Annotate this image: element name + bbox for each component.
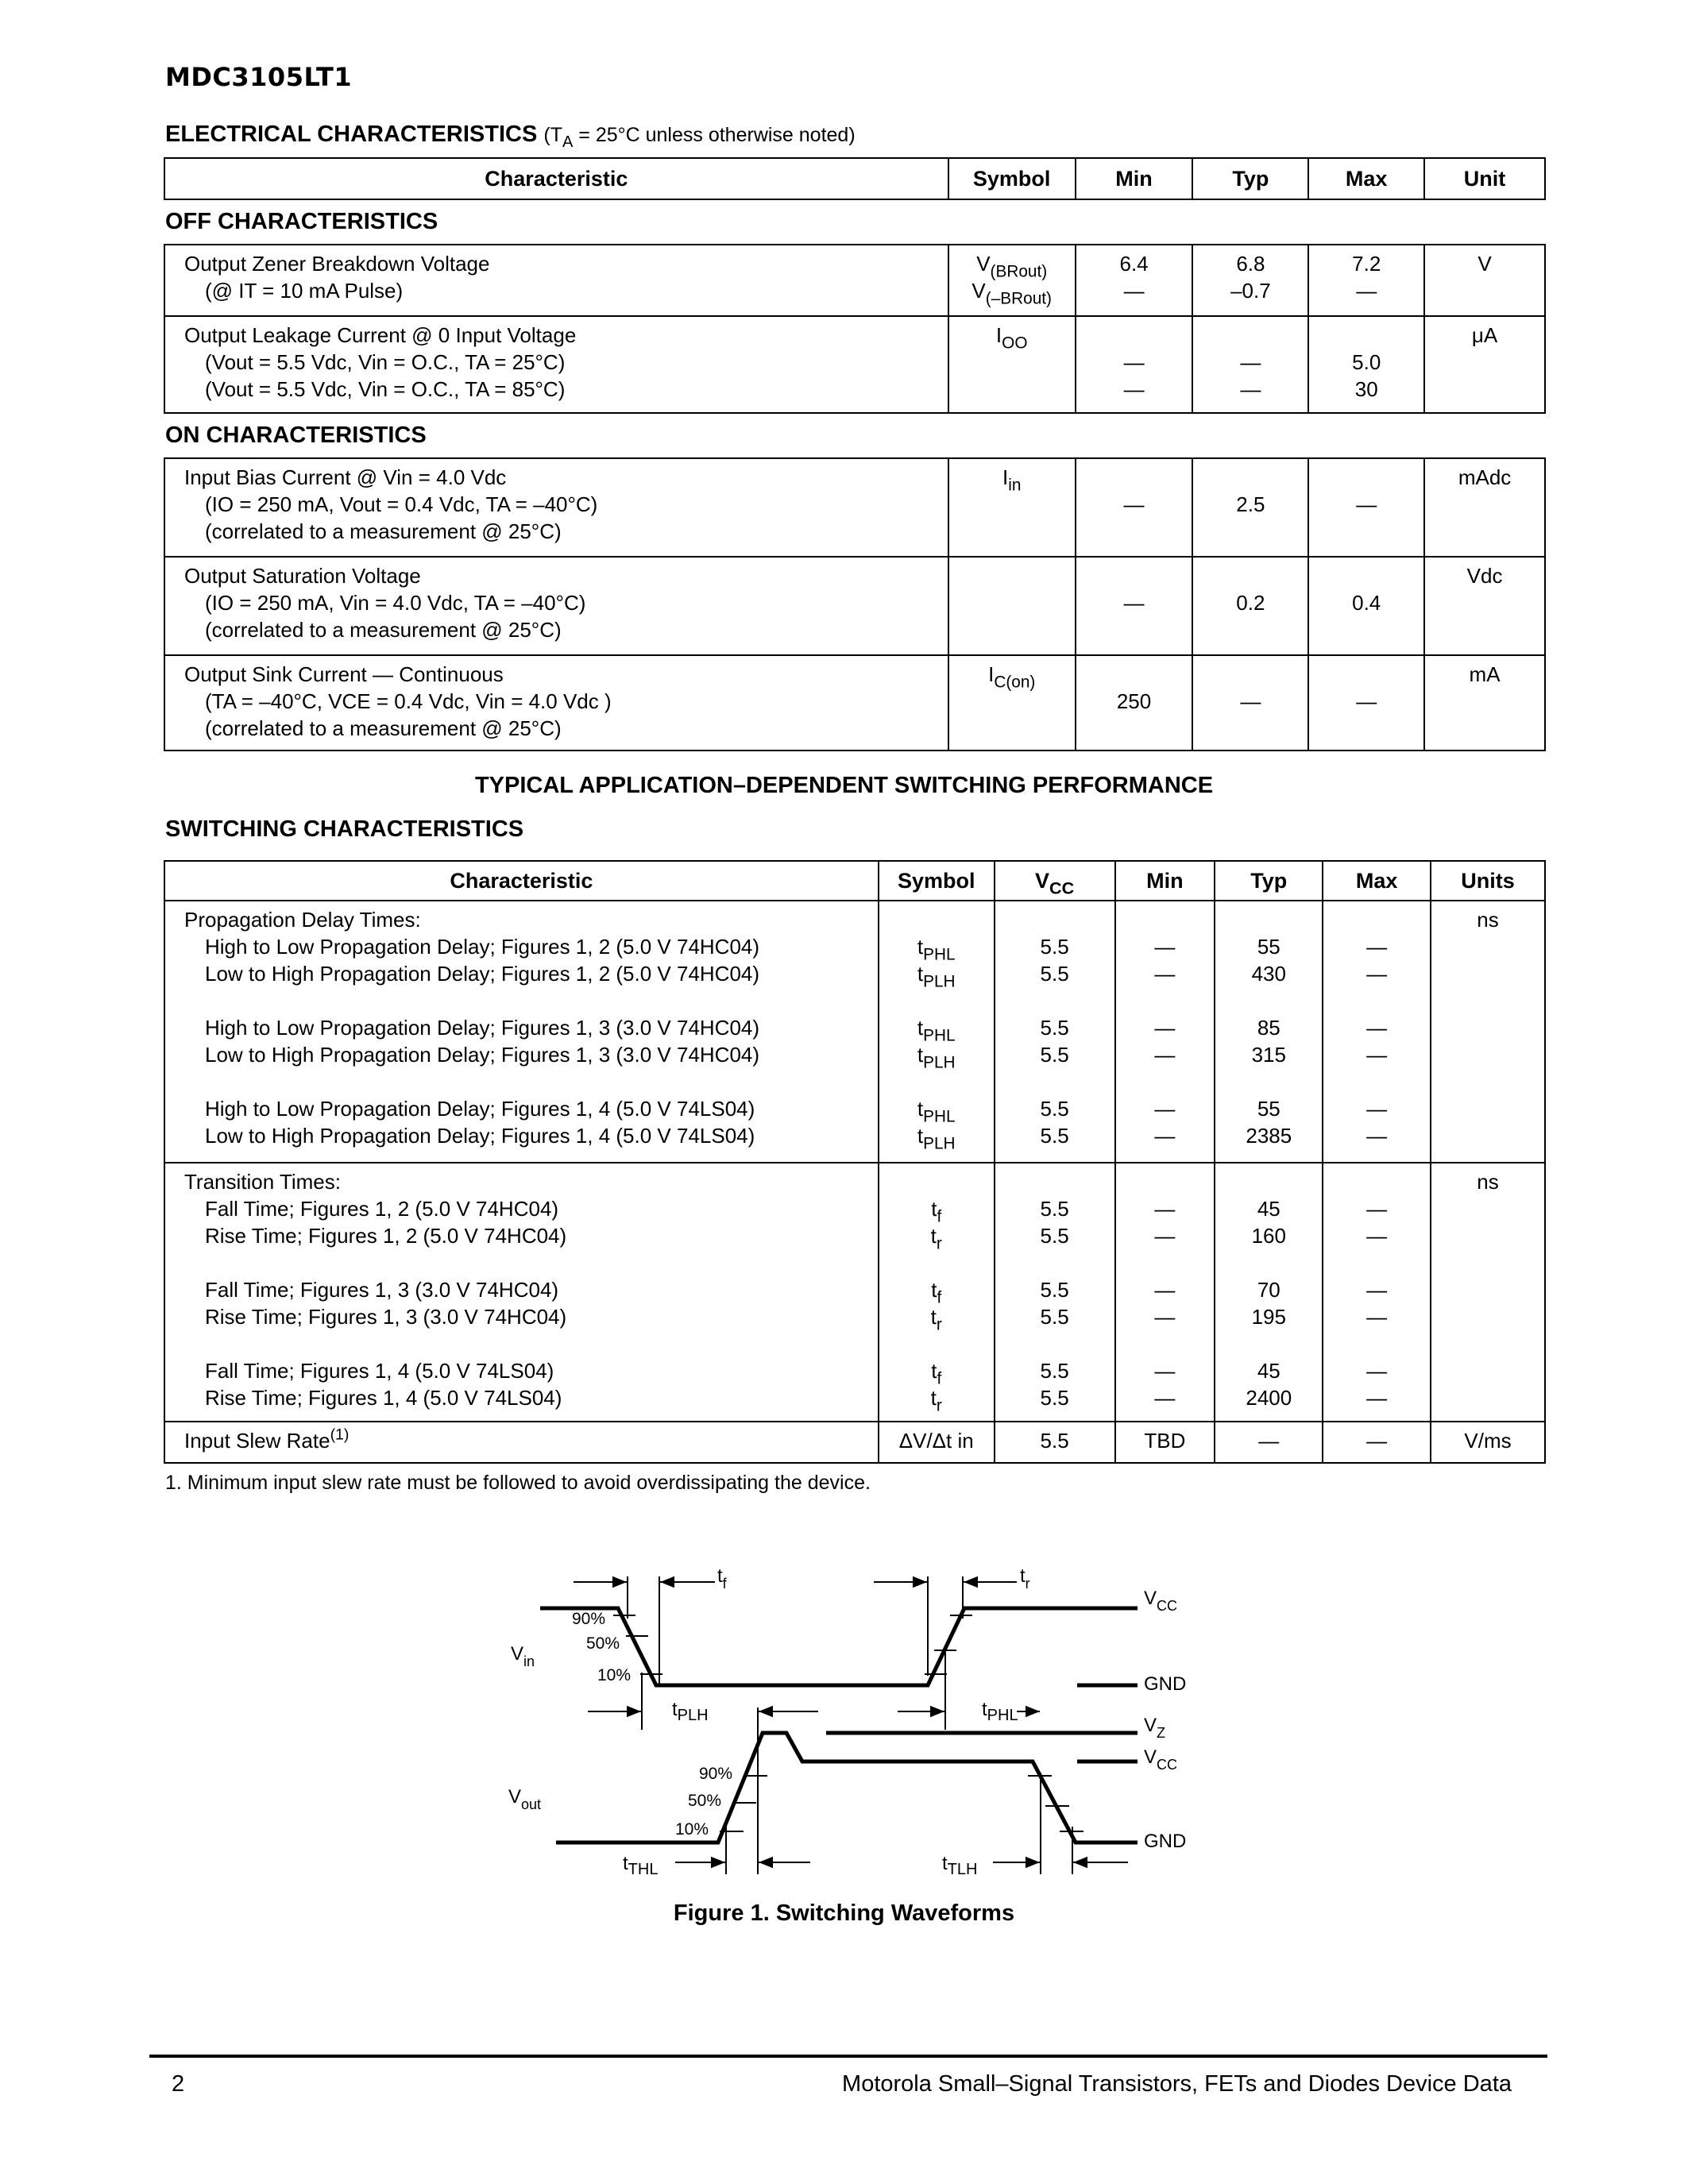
vin-pct90: 90% bbox=[572, 1610, 606, 1628]
bias-min: — bbox=[1076, 458, 1193, 557]
tphl-label: $t_{PHL}$ bbox=[982, 1699, 1018, 1724]
bias-characteristic: Input Bias Current @ Vin = 4.0 Vdc (IO = 250 mA, Vout = 0.4 Vdc, TA = –40°C) (correlated to a measurement @ 25°C) bbox=[164, 458, 948, 557]
switching-table bbox=[164, 860, 1546, 1464]
slew-unit: V/ms bbox=[1431, 1422, 1545, 1463]
vin-pct50: 50% bbox=[586, 1634, 620, 1653]
vcc-in-label: $V_{CC}$ bbox=[1144, 1588, 1178, 1614]
col-units: Units bbox=[1431, 861, 1545, 901]
saturation-unit: Vdc bbox=[1424, 557, 1545, 655]
prop-delay-min: — — — — — — bbox=[1115, 901, 1215, 1163]
transition-typ: 45 160 70 195 45 2400 bbox=[1215, 1163, 1323, 1422]
switching-performance-title: TYPICAL APPLICATION–DEPENDENT SWITCHING PERFORMANCE bbox=[474, 773, 1214, 798]
sink-unit: mA bbox=[1424, 655, 1545, 751]
col-typ: Typ bbox=[1192, 158, 1308, 199]
footer-rule bbox=[149, 2055, 1547, 2058]
col-min: Min bbox=[1115, 861, 1215, 901]
col-typ: Typ bbox=[1215, 861, 1323, 901]
transition-symbol: $t_f$ $t_r$ $t_f$ $t_r$ $t_f$ $t_r$ bbox=[879, 1163, 995, 1422]
electrical-title bbox=[165, 122, 856, 151]
tf-label: $t_f$ bbox=[717, 1565, 727, 1592]
electrical-title-text: ELECTRICAL CHARACTERISTICS bbox=[165, 122, 538, 147]
vout-pct10: 10% bbox=[675, 1820, 709, 1839]
prop-delay-max: — — — — — — bbox=[1323, 901, 1431, 1163]
prop-delay-unit: ns bbox=[1431, 901, 1545, 1163]
vin-label: $V_{in}$ bbox=[511, 1643, 535, 1669]
saturation-min: — bbox=[1076, 557, 1193, 655]
col-unit: Unit bbox=[1424, 158, 1545, 199]
electrical-title-note: ($T_A = 25^\circ C$ unless otherwise noted) bbox=[543, 124, 856, 151]
table-row bbox=[164, 1422, 1545, 1463]
off-table bbox=[164, 244, 1546, 414]
ttlh-label: $t_{TLH}$ bbox=[942, 1853, 978, 1878]
page-number: 2 bbox=[172, 2071, 185, 2097]
zener-max: 7.2 — bbox=[1308, 245, 1424, 316]
prop-delay-characteristic: Propagation Delay Times: High to Low Propagation Delay; Figures 1, 2 (5.0 V 74HC04) Low to High Propagation Delay; Figures 1, 2 (5.0 V 74HC04) High to Low Propagation Delay; Figures 1, 3 (3.0 V 74HC04) Low to High Propagation Delay; Figures 1, 3 (3.0 V 74HC04) High to Low Propagation Delay; Figures 1, 4 (5.0 V 74LS04) Low to High Propagation Delay; Figures 1, 4 (5.0 V 74LS04) bbox=[164, 901, 879, 1163]
vout-label: $V_{out}$ bbox=[508, 1786, 542, 1812]
footer-source: Motorola Small–Signal Transistors, FETs and Diodes Device Data bbox=[842, 2071, 1512, 2097]
off-characteristics-title: OFF CHARACTERISTICS bbox=[165, 209, 438, 234]
zener-characteristic: Output Zener Breakdown Voltage (@ IT = 10 mA Pulse) bbox=[164, 245, 948, 316]
table-row bbox=[164, 245, 1545, 316]
sink-typ: — bbox=[1192, 655, 1308, 751]
bias-max: — bbox=[1308, 458, 1424, 557]
transition-vcc: 5.5 5.5 5.5 5.5 5.5 5.5 bbox=[995, 1163, 1115, 1422]
slew-min: TBD bbox=[1115, 1422, 1215, 1463]
on-table bbox=[164, 457, 1546, 751]
leakage-unit: μA bbox=[1424, 316, 1545, 413]
slew-typ: — bbox=[1215, 1422, 1323, 1463]
bias-typ: 2.5 bbox=[1192, 458, 1308, 557]
col-vcc: $V_{CC}$ bbox=[995, 861, 1115, 901]
gnd-out-label: GND bbox=[1144, 1831, 1187, 1852]
saturation-characteristic: Output Saturation Voltage (IO = 250 mA, Vin = 4.0 Vdc, TA = –40°C) (correlated to a measurement @ 25°C) bbox=[164, 557, 948, 655]
slew-characteristic: Input Slew Rate$^{(1)}$ bbox=[164, 1422, 879, 1463]
leakage-max: 5.0 30 bbox=[1308, 316, 1424, 413]
tplh-label: $t_{PLH}$ bbox=[672, 1699, 709, 1724]
leakage-symbol: $I_{OO}$ bbox=[948, 316, 1076, 413]
vcc-out-label: $V_{CC}$ bbox=[1144, 1746, 1178, 1773]
transition-min: — — — — — — bbox=[1115, 1163, 1215, 1422]
on-characteristics-title: ON CHARACTERISTICS bbox=[165, 423, 427, 448]
table-row bbox=[164, 316, 1545, 413]
sink-symbol: $I_{C(on)}$ bbox=[948, 655, 1076, 751]
bias-unit: mAdc bbox=[1424, 458, 1545, 557]
table-row bbox=[164, 458, 1545, 557]
transition-characteristic: Transition Times: Fall Time; Figures 1, 2 (5.0 V 74HC04) Rise Time; Figures 1, 2 (5.0 V 74HC04) Fall Time; Figures 1, 3 (3.0 V 74HC04) Rise Time; Figures 1, 3 (3.0 V 74HC04) Fall Time; Figures 1, 4 (5.0 V 74LS04) Rise Time; Figures 1, 4 (5.0 V 74LS04) bbox=[164, 1163, 879, 1422]
vin-pct10: 10% bbox=[597, 1666, 632, 1684]
sink-characteristic: Output Sink Current — Continuous (TA = –40°C, VCE = 0.4 Vdc, Vin = 4.0 Vdc ) (correlated to a measurement @ 25°C) bbox=[164, 655, 948, 751]
saturation-max: 0.4 bbox=[1308, 557, 1424, 655]
figure-caption: Figure 1. Switching Waveforms bbox=[673, 1900, 1015, 1926]
col-max: Max bbox=[1323, 861, 1431, 901]
switching-waveforms-diagram bbox=[477, 1537, 1239, 1878]
col-characteristic: Characteristic bbox=[164, 861, 879, 901]
table-row bbox=[164, 655, 1545, 751]
saturation-symbol bbox=[948, 557, 1076, 655]
col-symbol: Symbol bbox=[879, 861, 995, 901]
part-number: MDC3105LT1 bbox=[165, 62, 353, 92]
table-row bbox=[164, 557, 1545, 655]
tthl-label: $t_{THL}$ bbox=[623, 1853, 659, 1878]
transition-unit: ns bbox=[1431, 1163, 1545, 1422]
leakage-typ: — — bbox=[1192, 316, 1308, 413]
col-min: Min bbox=[1076, 158, 1193, 199]
col-max: Max bbox=[1308, 158, 1424, 199]
slew-symbol: ΔV/Δt in bbox=[879, 1422, 995, 1463]
tr-label: $t_r$ bbox=[1020, 1565, 1030, 1592]
prop-delay-typ: 55 430 85 315 55 2385 bbox=[1215, 901, 1323, 1163]
table-row bbox=[164, 901, 1545, 1163]
col-symbol: Symbol bbox=[948, 158, 1076, 199]
electrical-header-table bbox=[164, 157, 1546, 200]
vout-waveform bbox=[556, 1733, 1138, 1843]
sink-min: 250 bbox=[1076, 655, 1193, 751]
zener-unit: V bbox=[1424, 245, 1545, 316]
vz-label: $V_Z$ bbox=[1144, 1715, 1166, 1741]
zener-symbol: $V_{(BRout)}$ $V_{(-BRout)}$ bbox=[948, 245, 1076, 316]
transition-max: — — — — — — bbox=[1323, 1163, 1431, 1422]
slew-vcc: 5.5 bbox=[995, 1422, 1115, 1463]
saturation-typ: 0.2 bbox=[1192, 557, 1308, 655]
zener-min: 6.4 — bbox=[1076, 245, 1193, 316]
vout-pct50: 50% bbox=[688, 1792, 722, 1810]
prop-delay-vcc: 5.5 5.5 5.5 5.5 5.5 5.5 bbox=[995, 901, 1115, 1163]
table-row bbox=[164, 1163, 1545, 1422]
slew-max: — bbox=[1323, 1422, 1431, 1463]
zener-typ: 6.8 –0.7 bbox=[1192, 245, 1308, 316]
sink-max: — bbox=[1308, 655, 1424, 751]
bias-symbol: $I_{in}$ bbox=[948, 458, 1076, 557]
gnd-in-label: GND bbox=[1144, 1673, 1187, 1695]
prop-delay-symbol: $t_{PHL}$ $t_{PLH}$ $t_{PHL}$ $t_{PLH}$ $t_{PHL}$ $t_{PLH}$ bbox=[879, 901, 995, 1163]
footnote: 1. Minimum input slew rate must be followed to avoid overdissipating the device. bbox=[165, 1472, 871, 1494]
leakage-min: — — bbox=[1076, 316, 1193, 413]
vout-pct90: 90% bbox=[699, 1765, 733, 1783]
col-characteristic: Characteristic bbox=[164, 158, 948, 199]
leakage-characteristic: Output Leakage Current @ 0 Input Voltage (Vout = 5.5 Vdc, Vin = O.C., TA = 25°C) (Vout = 5.5 Vdc, Vin = O.C., TA = 85°C) bbox=[164, 316, 948, 413]
switching-characteristics-title: SWITCHING CHARACTERISTICS bbox=[165, 816, 524, 842]
